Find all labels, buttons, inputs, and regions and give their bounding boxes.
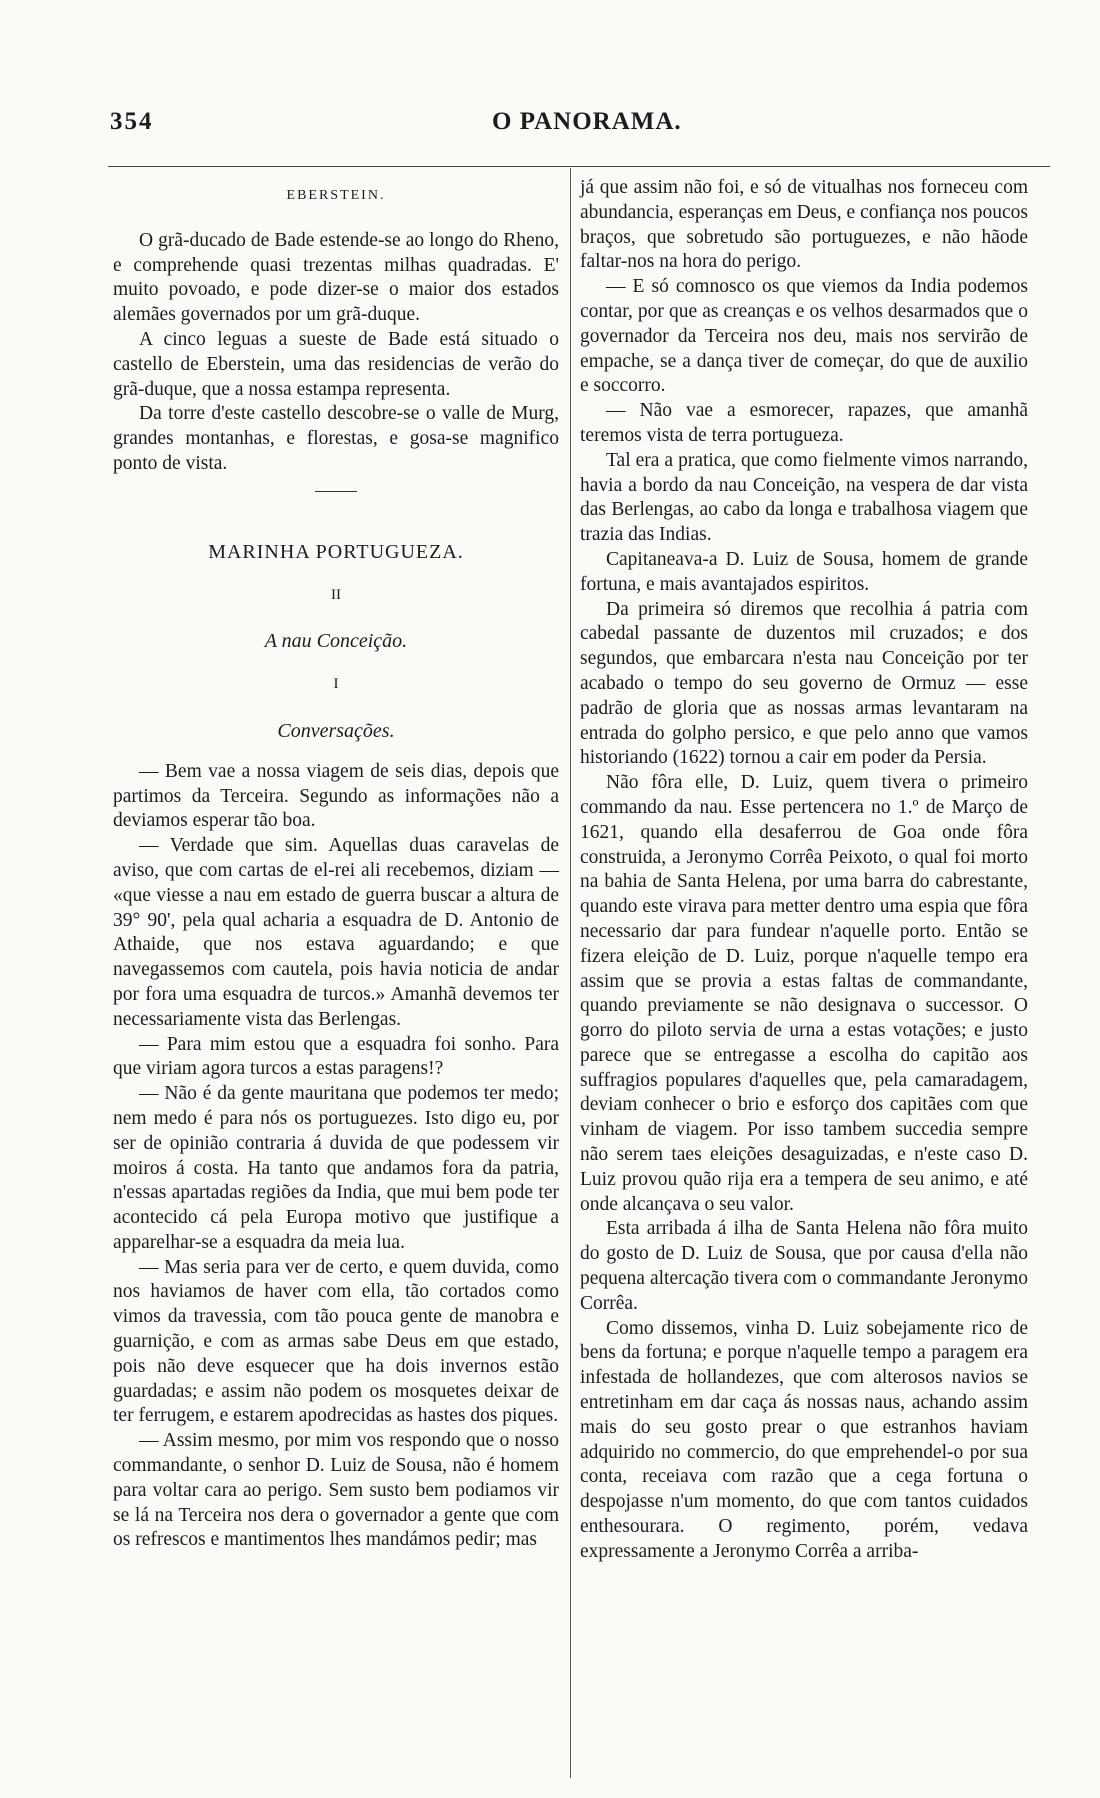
left-column	[113, 176, 559, 1553]
paragraph: Tal era a pratica, que como fielmente vimos narrando, havia a bordo da nau Conceição, na vespera de dar vista das Berlengas, ao cabo da longa e trabalhosa viagem que trazia das Indias.	[580, 449, 1028, 546]
paragraph: — Mas seria para ver de certo, e quem duvida, como nos haviamos de haver com ella, tão cortados como vimos da travessia, com tão pouca gente de manobra e guarnição, e com as armas sabe Deus em que estado, pois não deve esquecer que ha dois invernos estão guardadas; e assim não podem os mosquetes deixar de ter ferrugem, e estarem apodrecidas as hastes dos piques.	[113, 1256, 559, 1427]
paragraph: Da primeira só diremos que recolhia á patria com cabedal passante de duzentos mil cruzados; e dos segundos, que embarcara n'esta nau Conceição por ter acabado o tempo do seu governo de Ormuz — esse padrão de gloria que as nossas armas levantaram na entrada do golpho persico, e que pelo anno que vamos historiando (1622) tornou a cair em poder da Persia.	[580, 598, 1028, 769]
paragraph: Capitaneava-a D. Luiz de Sousa, homem de grande fortuna, e mais avantajados espiritos.	[580, 548, 1028, 595]
paragraph: já que assim não foi, e só de vitualhas nos forneceu com abundancia, esperanças em Deus, e confiança nos poucos braços, que sobretudo são portuguezes, e não hãode faltar-nos na hora do perigo.	[580, 177, 1028, 273]
paragraph: Como dissemos, vinha D. Luiz sobejamente rico de bens da fortuna; e porque n'aquelle tempo a paragem era infestada de hollandezes, que com alterosos navios se entretinham em dar caça ás nossas naus, achando assim mais do seu gosto prear o que estranhos haviam adquirido no commercio, do que emprehendel-o por sua conta, receiava com razão que a cega fortuna o despojasse n'um momento, do que com tantos cuidados enthesourara. O regimento, porém, vedava expressamente a Jeronymo Corrêa a arriba-	[580, 1317, 1028, 1562]
paragraph: — Bem vae a nossa viagem de seis dias, depois que partimos da Terceira. Segundo as informações não a deviamos esperar tão boa.	[113, 760, 559, 832]
right-column	[580, 176, 1028, 1565]
part-number: II	[331, 586, 341, 603]
header-rule	[108, 166, 1050, 167]
paragraph: — Não é da gente mauritana que podemos ter medo; nem medo é para nós os portuguezes. Isto digo eu, por ser de opinião contraria á duvida de que podessem vir moiros á costa. Ha tanto que andamos fora da patria, n'essas apartadas regiões da India, que mui bem pode ter acontecido cá pela Europa motivo que justifique a apparelhar-se a esquadra da meia lua.	[113, 1083, 559, 1253]
paragraph: A cinco leguas a sueste de Bade está situado o castello de Eberstein, uma das residencias de verão do grã-duque, que a nossa estampa representa.	[113, 328, 559, 400]
paragraph: Esta arribada á ilha de Santa Helena não fôra muito do gosto de D. Luiz de Sousa, que por causa d'ella não pequena altercação tivera com o commandante Jeronymo Corrêa.	[580, 1218, 1028, 1314]
paragraph: Não fôra elle, D. Luiz, quem tivera o primeiro commando da nau. Esse pertencera no 1.º de Março de 1621, quando ella desaferrou de Goa onde fôra construida, a Jeronymo Corrêa Peixoto, o qual foi morto na bahia de Santa Helena, por uma barra do cabrestante, quando este virava para metter dentro uma espia que fôra necessario dar para fundear n'aquelle porto. Então se fizera eleição de D. Luiz, porque n'aquelle tempo era assim que se provia a estas faltas de commandante, quando previamente se não designava o successor. O gorro do piloto servia de urna a estas votações; e justo parece que se entregasse a escolha do capitão aos suffragios populares d'aquelles que, pela camaradagem, deviam conhecer o brio e esforço dos capitães com que vinham de viagem. Por isso tambem succedia sempre não serem taes eleições desaguizadas, e n'este caso D. Luiz provou quão rija era a tempera de seu animo, e até onde alcançava o seu valor.	[580, 772, 1028, 1215]
paragraph: — Assim mesmo, por mim vos respondo que o nosso commandante, o senhor D. Luiz de Sousa, não é homem para voltar cara ao perigo. Sem susto bem podiamos vir se lá na Terceira nos dera o governador a gente que com os refrescos e mantimentos lhes mandámos pedir; mas	[113, 1430, 559, 1551]
paragraph: Da torre d'este castello descobre-se o valle de Murg, grandes montanhas, e florestas, e gosa-se magnifico ponto de vista.	[113, 403, 559, 474]
section-heading: EBERSTEIN.	[286, 188, 386, 203]
chapter-number: I	[333, 676, 339, 693]
article-title: MARINHA PORTUGUEZA.	[208, 540, 464, 563]
page-header	[0, 0, 1100, 160]
paragraph: — Para mim estou que a esquadra foi sonho. Para que viriam agora turcos a estas paragens!?	[113, 1033, 559, 1080]
column-divider	[570, 168, 571, 1778]
running-title: O PANORAMA.	[492, 108, 682, 135]
paragraph: O grã-ducado de Bade estende-se ao longo do Rheno, e comprehende quasi trezentas milhas quadradas. E' muito povoado, e pode dizer-se o maior dos estados alemães governados por um grã-duque.	[113, 229, 559, 326]
chapter-title: Conversações.	[277, 719, 395, 742]
paragraph: — Não vae a esmorecer, rapazes, que amanhã teremos vista de terra portugueza.	[580, 400, 1028, 446]
part-title: A nau Conceição.	[264, 630, 408, 653]
page-number: 354	[110, 108, 154, 135]
paragraph: — Verdade que sim. Aquellas duas caravelas de aviso, que com cartas de el-rei ali recebemos, diziam — «que viesse a nau em estado de guerra buscar a altura de 39° 90', pela qual acharia a esquadra de D. Antonio de Athaide, que nos estava aguardando; e que navegassemos com cautela, pois havia noticia de andar por fora uma esquadra de turcos.» Amanhã devemos ter necessariamente vista das Berlengas.	[113, 835, 559, 1030]
paragraph: — E só comnosco os que viemos da India podemos contar, por que as creanças e os velhos desarmados que o governador da Terceira nos deu, mais nos servirão de empache, se a dança tiver de começar, do que de auxilio e soccorro.	[580, 276, 1028, 397]
section-separator	[315, 491, 357, 492]
